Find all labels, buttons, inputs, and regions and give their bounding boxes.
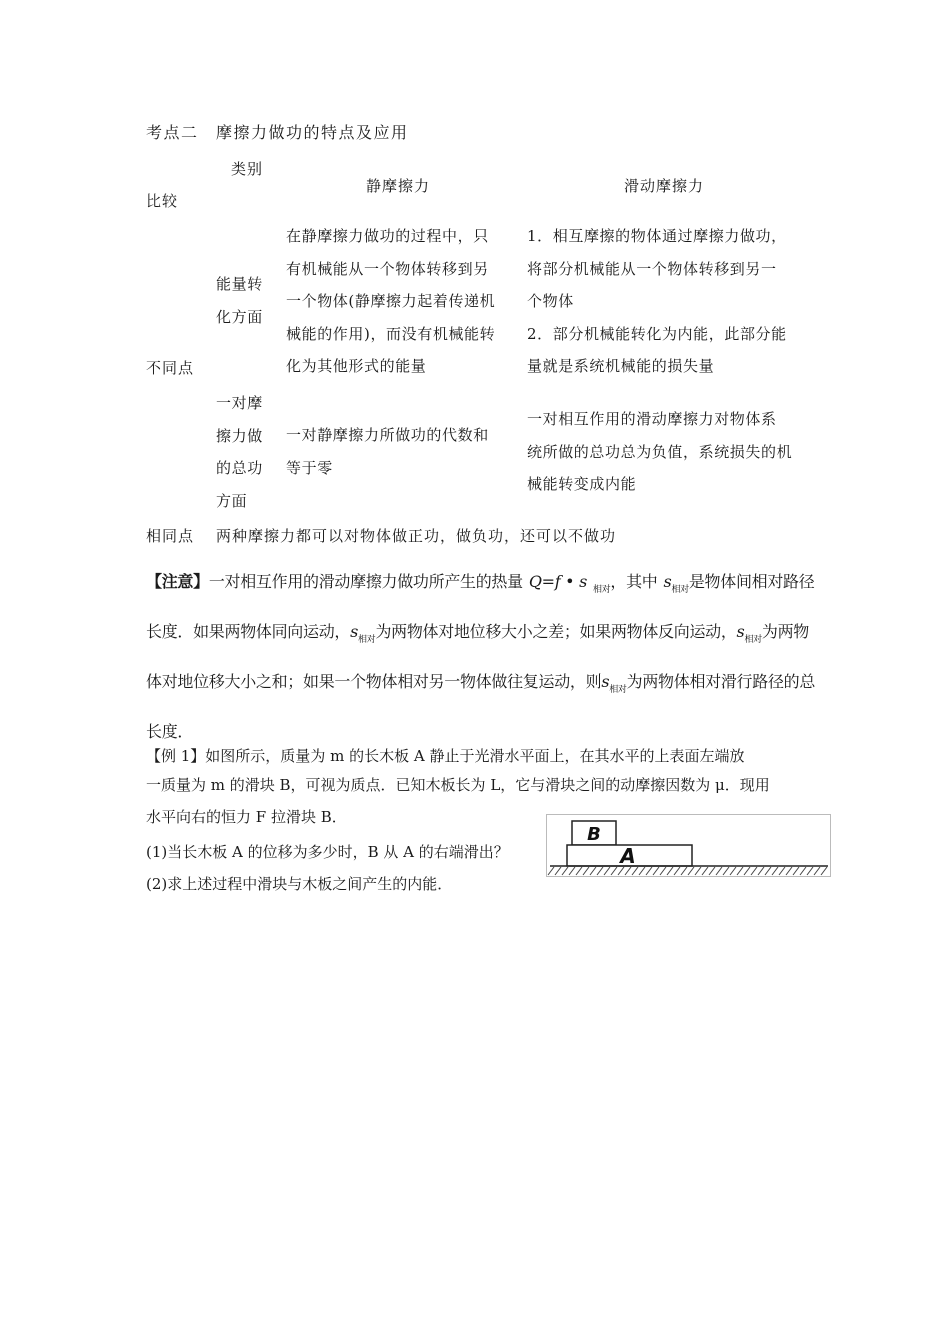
section-heading: 考点二 摩擦力做功的特点及应用 [146, 123, 409, 142]
board-a-label: A [620, 844, 636, 868]
row-energy-sliding: 1．相互摩擦的物体通过摩擦力做功， 将部分机械能从一个物体转移到另一 个物体 2．部分机械能转化为内能，此部分能 量就是系统机械能的损失量 [527, 227, 787, 375]
example-line-2: 一质量为 m 的滑块 B，可视为质点．已知木板长为 L，它与滑块之间的动摩擦因数为 μ．现用 [146, 776, 770, 794]
row-total-work-sliding: 一对相互作用的滑动摩擦力对物体系 统所做的总功总为负值，系统损失的机 械能转变成内能 [527, 410, 793, 493]
question-2: (2)求上述过程中滑块与木板之间产生的内能． [146, 875, 453, 893]
row-total-work-label: 一对摩 擦力做 的总功 方面 [216, 394, 263, 510]
note-paragraph: 【注意】一对相互作用的滑动摩擦力做功所产生的热量 Q=f • s $_{相对}$，其中 $s_{相对}$是物体间相对路径长度．如果两物体同向运动，$s_{相对}$为两物体对地位移大小之差；如果两物体反向运动，$s_{相对}$为两物体对地位移大小之和；如果一个物体相对另一物体做往复运动，则$s_{相对}$为两物体相对滑行路径的总长度． [146, 572, 816, 741]
note-tag: 【注意】 [146, 572, 209, 591]
example-line-3: 水平向右的恒力 F 拉滑块 B． [146, 808, 347, 826]
header-sliding-friction: 滑动摩擦力 [624, 177, 705, 195]
block-b-label: B [587, 824, 601, 845]
header-static-friction: 静摩擦力 [366, 177, 431, 195]
heat-formula: Q=f • s [528, 572, 587, 591]
example-line-1: 【例 1】如图所示，质量为 m 的长木板 A 静止于光滑水平面上，在其水平的上表面左端放 [146, 747, 745, 765]
group-different-label: 不同点 [146, 359, 195, 377]
group-same-label: 相同点 [146, 527, 195, 545]
same-point-text: 两种摩擦力都可以对物体做正功，做负功，还可以不做功 [216, 527, 617, 545]
row-energy-label: 能量转 化方面 [216, 275, 263, 326]
row-total-work-static: 一对静摩擦力所做功的代数和 等于零 [286, 426, 489, 477]
question-1: (1)当长木板 A 的位移为多少时，B 从 A 的右端滑出？ [146, 843, 509, 861]
row-energy-static: 在静摩擦力做功的过程中，只 有机械能从一个物体转移到另 一个物体(静摩擦力起着传递机 械能的作用)，而没有机械能转 化为其他形式的能量 [286, 227, 496, 375]
board-block-figure [546, 814, 832, 878]
corner-top-label: 类别 [231, 160, 264, 178]
corner-bottom-label: 比较 [146, 192, 179, 210]
